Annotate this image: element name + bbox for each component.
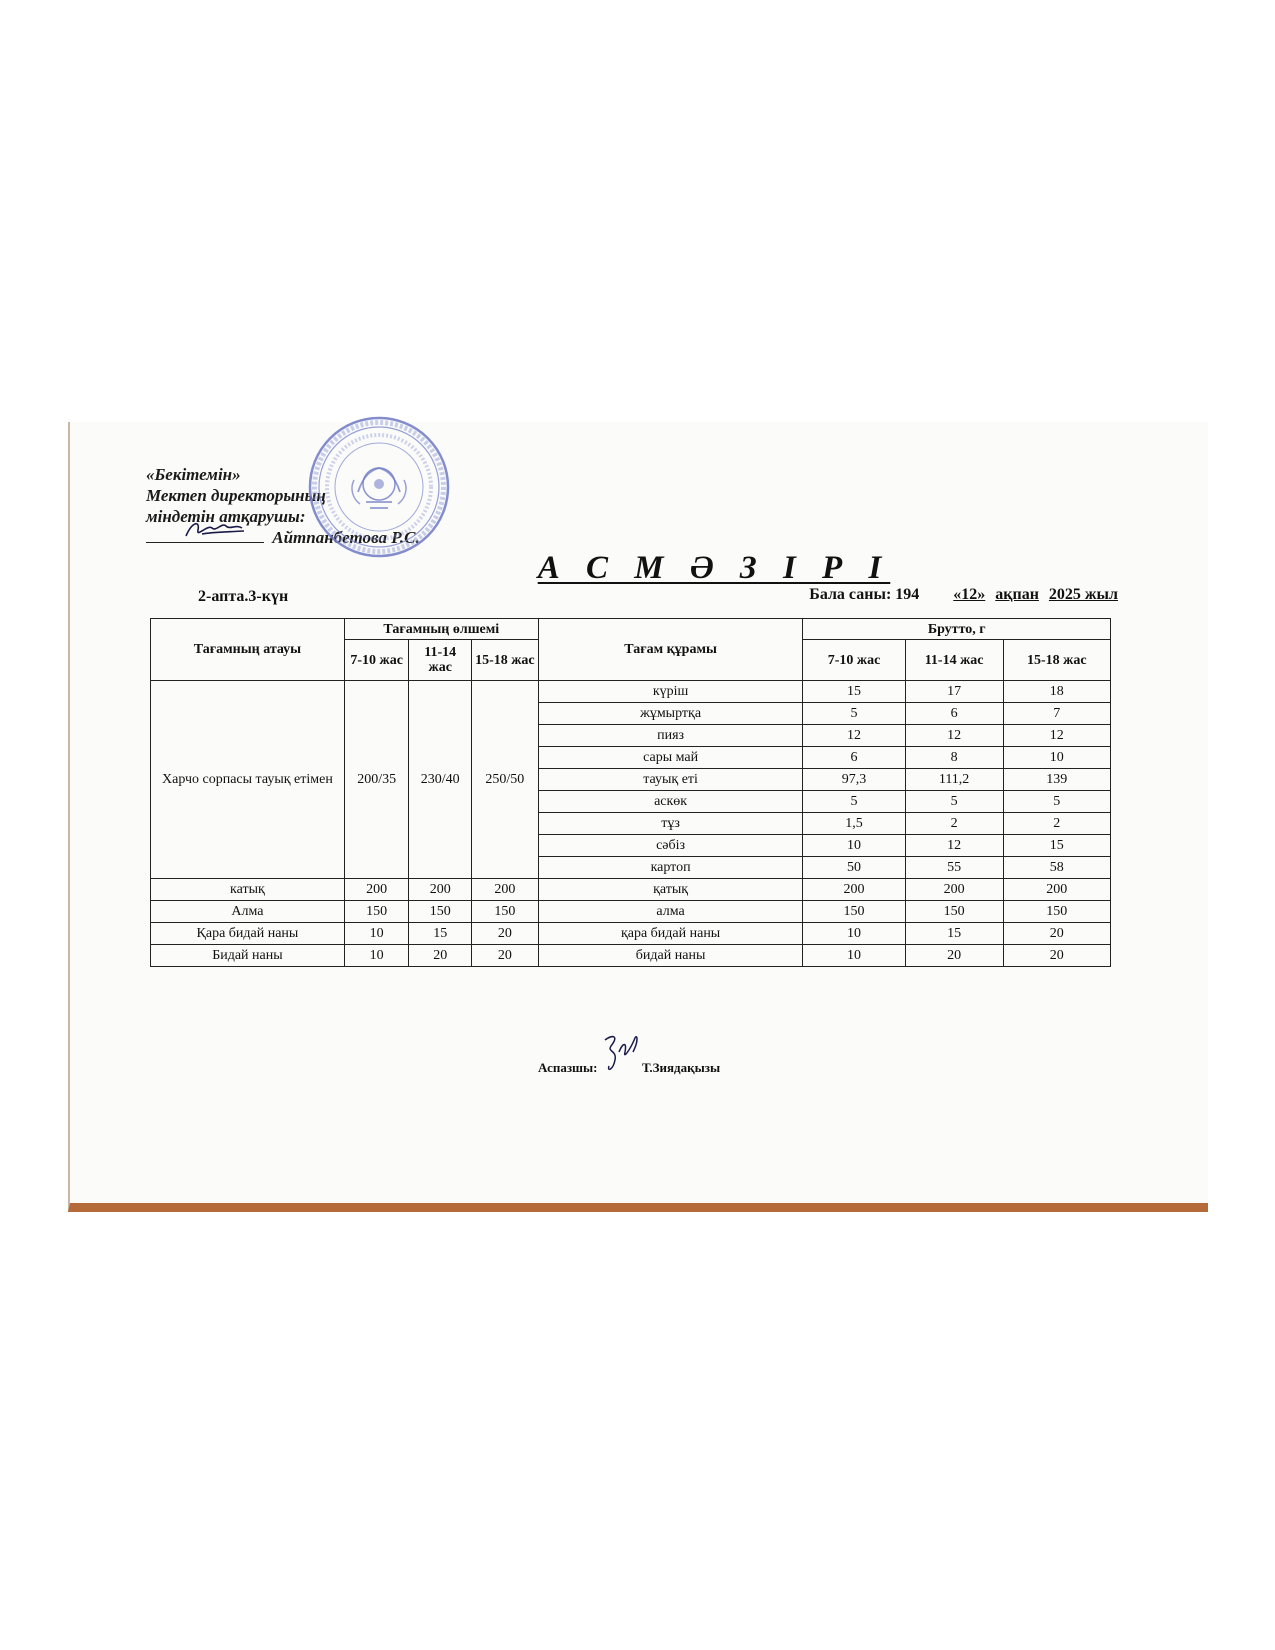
brutto-value: 111,2	[905, 769, 1003, 791]
document-title: А С М Ә З І Р І	[537, 550, 891, 586]
week-day-label: 2-апта.3-күн	[198, 588, 289, 605]
brutto-value: 12	[1003, 725, 1110, 747]
header-brutto-age: 11-14 жас	[905, 640, 1003, 681]
brutto-value: 10	[1003, 747, 1110, 769]
brutto-value: 20	[1003, 945, 1110, 967]
ingredient-name: пияз	[538, 725, 803, 747]
brutto-value: 20	[1003, 923, 1110, 945]
brutto-value: 200	[1003, 879, 1110, 901]
approval-line-2: Мектеп директорының	[146, 486, 326, 505]
soup-portion: 250/50	[472, 681, 539, 879]
brutto-value: 150	[905, 901, 1003, 923]
brutto-value: 200	[803, 879, 905, 901]
brutto-value: 2	[905, 813, 1003, 835]
brutto-value: 150	[803, 901, 905, 923]
dish-name: Қара бидай наны	[151, 923, 345, 945]
approval-line-1: «Бекітемін»	[146, 465, 241, 484]
dish-name: Алма	[151, 901, 345, 923]
soup-portion: 200/35	[344, 681, 409, 879]
brutto-value: 10	[803, 945, 905, 967]
table-row	[151, 901, 1111, 923]
portion-value: 200	[472, 879, 539, 901]
header-portion-age: 15-18 жас	[472, 640, 539, 681]
portion-value: 15	[409, 923, 472, 945]
brutto-value: 2	[1003, 813, 1110, 835]
brutto-value: 12	[803, 725, 905, 747]
brutto-value: 50	[803, 857, 905, 879]
brutto-value: 15	[905, 923, 1003, 945]
brutto-value: 6	[803, 747, 905, 769]
soup-name: Харчо сорпасы тауық етімен	[151, 681, 345, 879]
table-row	[151, 681, 1111, 703]
ingredient-name: қара бидай наны	[538, 923, 803, 945]
brutto-value: 6	[905, 703, 1003, 725]
approval-signer-name: Айтпанбетова Р.С.	[272, 528, 420, 547]
brutto-value: 10	[803, 923, 905, 945]
brutto-value: 17	[905, 681, 1003, 703]
cook-signature-block	[538, 1054, 720, 1076]
brutto-value: 139	[1003, 769, 1110, 791]
cook-name: Т.Зиядақызы	[642, 1060, 721, 1075]
ingredient-name: картоп	[538, 857, 803, 879]
ingredient-name: алма	[538, 901, 803, 923]
soup-portion: 230/40	[409, 681, 472, 879]
portion-value: 10	[344, 945, 409, 967]
brutto-value: 5	[905, 791, 1003, 813]
menu-table	[150, 618, 1111, 967]
header-portion-age: 7-10 жас	[344, 640, 409, 681]
director-signature	[146, 528, 264, 543]
brutto-value: 5	[803, 791, 905, 813]
header-brutto-age: 7-10 жас	[803, 640, 905, 681]
brutto-value: 20	[905, 945, 1003, 967]
brutto-value: 15	[803, 681, 905, 703]
ingredient-name: сары май	[538, 747, 803, 769]
ingredient-name: тауық еті	[538, 769, 803, 791]
portion-value: 20	[472, 945, 539, 967]
dish-name: Бидай наны	[151, 945, 345, 967]
portion-value: 200	[409, 879, 472, 901]
ingredient-name: қатық	[538, 879, 803, 901]
date-year: 2025 жыл	[1048, 586, 1118, 603]
portion-value: 10	[344, 923, 409, 945]
official-seal	[306, 414, 452, 560]
cook-label: Аспазшы:	[538, 1060, 598, 1075]
brutto-value: 7	[1003, 703, 1110, 725]
brutto-value: 1,5	[803, 813, 905, 835]
brutto-value: 10	[803, 835, 905, 857]
ingredient-name: жұмыртқа	[538, 703, 803, 725]
header-portion-age: 11-14 жас	[409, 640, 472, 681]
portion-value: 20	[409, 945, 472, 967]
header-dish-name: Тағамның атауы	[151, 619, 345, 681]
table-row	[151, 923, 1111, 945]
portion-value: 20	[472, 923, 539, 945]
ingredient-name: күріш	[538, 681, 803, 703]
brutto-value: 5	[803, 703, 905, 725]
date-month: ақпан	[995, 586, 1039, 603]
ingredient-name: бидай наны	[538, 945, 803, 967]
portion-value: 150	[472, 901, 539, 923]
table-row	[151, 945, 1111, 967]
header-composition: Тағам құрамы	[538, 619, 803, 681]
brutto-value: 55	[905, 857, 1003, 879]
brutto-value: 5	[1003, 791, 1110, 813]
table-row	[151, 879, 1111, 901]
brutto-value: 8	[905, 747, 1003, 769]
brutto-value: 15	[1003, 835, 1110, 857]
children-count: Бала саны: 194	[809, 586, 920, 603]
menu-document	[68, 422, 1208, 1212]
header-brutto-age: 15-18 жас	[1003, 640, 1110, 681]
header-portion: Тағамның өлшемі	[344, 619, 538, 640]
header-brutto: Брутто, г	[803, 619, 1111, 640]
ingredient-name: аскөк	[538, 791, 803, 813]
brutto-value: 12	[905, 835, 1003, 857]
portion-value: 150	[409, 901, 472, 923]
header-meta	[803, 586, 1118, 604]
portion-value: 150	[344, 901, 409, 923]
brutto-value: 200	[905, 879, 1003, 901]
ingredient-name: тұз	[538, 813, 803, 835]
brutto-value: 58	[1003, 857, 1110, 879]
brutto-value: 97,3	[803, 769, 905, 791]
ingredient-name: сәбіз	[538, 835, 803, 857]
brutto-value: 150	[1003, 901, 1110, 923]
dish-name: катық	[151, 879, 345, 901]
brutto-value: 18	[1003, 681, 1110, 703]
cook-signature	[601, 1054, 639, 1072]
brutto-value: 12	[905, 725, 1003, 747]
date-day: «12»	[953, 586, 986, 603]
portion-value: 200	[344, 879, 409, 901]
approval-line-3: міндетін атқарушы:	[146, 507, 306, 526]
